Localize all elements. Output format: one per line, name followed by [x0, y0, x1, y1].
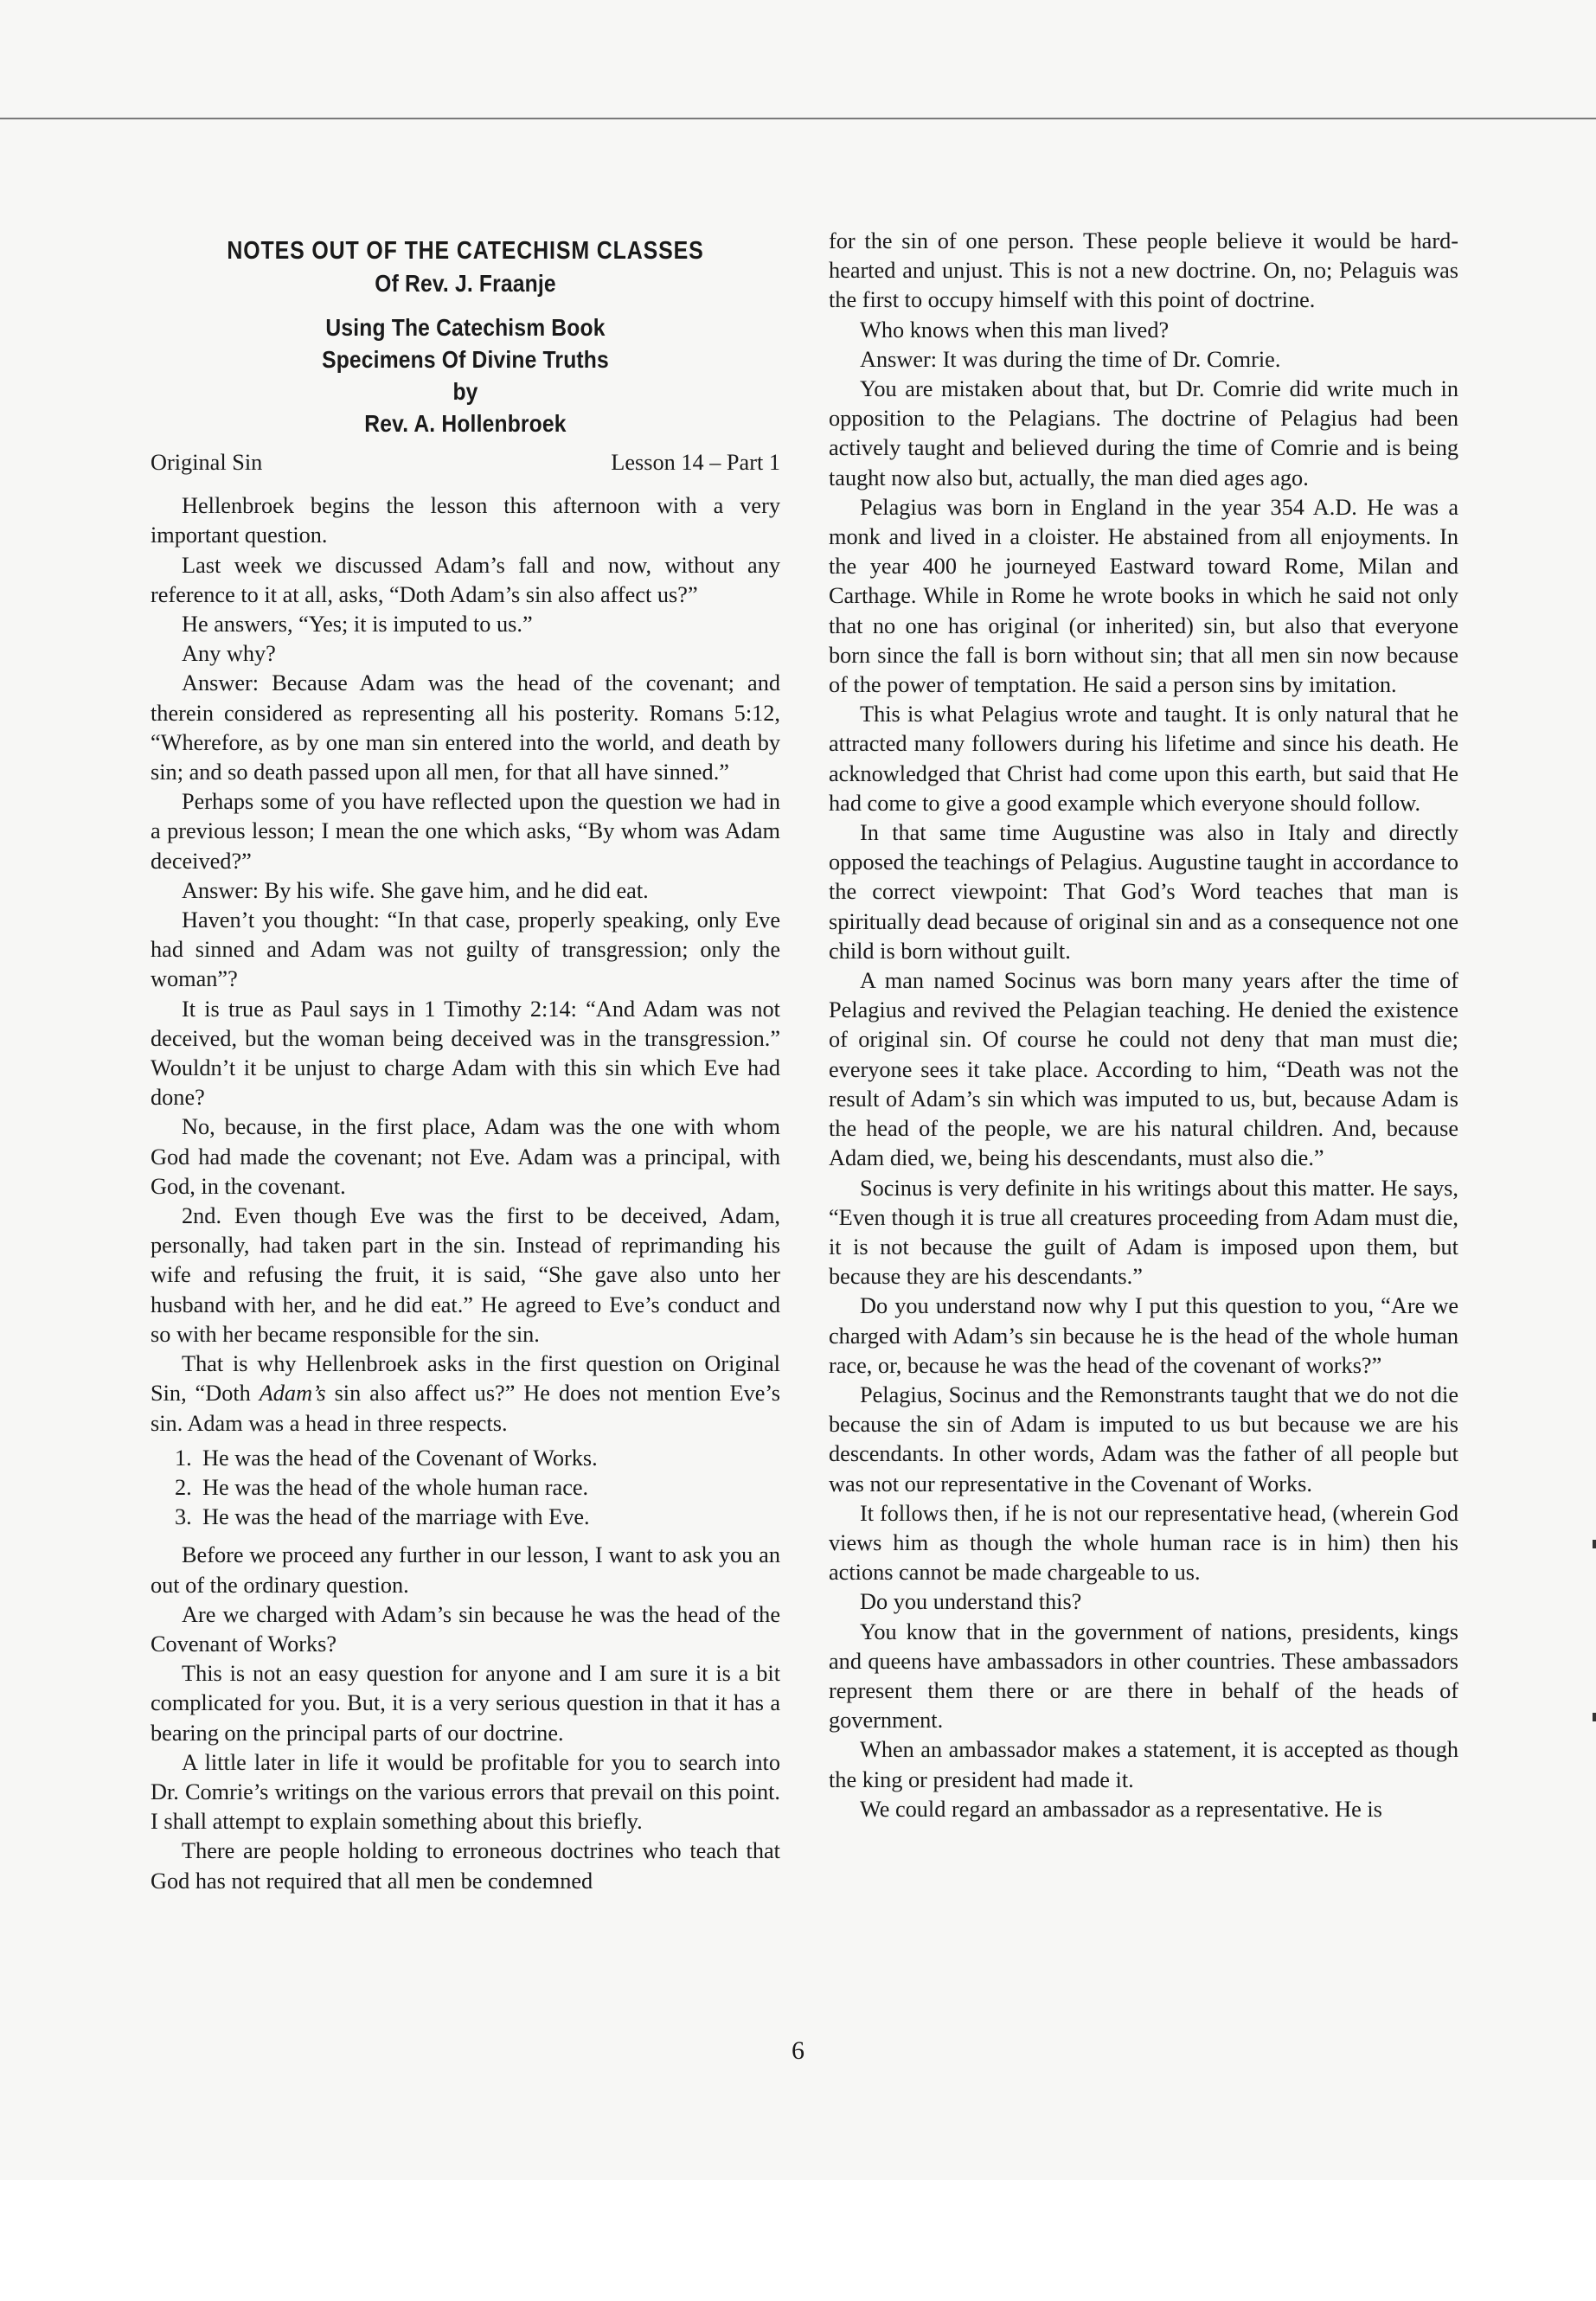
paragraph: Before we proceed any further in our lesson, I want to ask you an out of the ordinary question. [151, 1542, 780, 1598]
list-item [151, 1444, 780, 1473]
book-author-line: Rev. A. Hollenbroek [364, 410, 567, 437]
list-text: He was the head of the marriage with Eve. [202, 1504, 590, 1530]
paragraph: It follows then, if he is not our representative head, (wherein God views him as though the whole human race is in him) then his actions cannot be made chargeable to us. [829, 1500, 1458, 1586]
lesson-row [151, 448, 780, 478]
paragraph: When an ambassador makes a statement, it is accepted as though the king or president had made it. [829, 1737, 1458, 1792]
paragraph: Any why? [182, 641, 276, 667]
paragraph: You are mistaken about that, but Dr. Comrie did write much in opposition to the Pelagians. The doctrine of Pelagius had been actively taught and believed during the time of Comrie and is being taught now also but, actually, the man died ages ago. [829, 376, 1458, 490]
paragraph: Do you understand this? [860, 1589, 1082, 1615]
paragraph: We could regard an ambassador as a representative. He is [860, 1796, 1382, 1822]
left-column [151, 227, 780, 1896]
paragraph: Hellenbroek begins the lesson this afternoon with a very important question. [151, 493, 780, 548]
paragraph-continuation: for the sin of one person. These people believe it would be hard-hearted and unjust. This is not a new doctrine. On, no; Pelaguis was the first to occupy himself with this point of doctrine. [829, 228, 1458, 313]
paragraph: He answers, “Yes; it is imputed to us.” [182, 612, 533, 638]
lesson-number: Lesson 14 – Part 1 [611, 450, 780, 475]
paragraph: This is what Pelagius wrote and taught. It is only natural that he attracted many followers during his lifetime and since his death. He acknowledged that Christ had come upon this earth, but said that He had come to give a good example which everyone should follow. [829, 702, 1458, 816]
author-line: Of Rev. J. Fraanje [375, 270, 556, 297]
list-number: 3. [175, 1504, 192, 1530]
paragraph: Pelagius, Socinus and the Remonstrants taught that we do not die because the sin of Adam is imputed to us but because we are his descendants. In other words, Adam was the father of all people but was not our representative in the Covenant of Works. [829, 1381, 1458, 1497]
head-list [151, 1444, 780, 1533]
using-line: Using The Catechism Book [325, 314, 606, 341]
paragraph: There are people holding to erroneous doctrines who teach that God has not required that all men be condemned [151, 1838, 780, 1894]
article-title: NOTES OUT OF THE CATECHISM CLASSES [227, 237, 704, 265]
paragraph: Pelagius was born in England in the year 354 A.D. He was a monk and lived in a cloister. He abstained from all enjoyments. In the year 400 he journeyed Eastward toward Rome, Milan and Carthage. While in Rome he wrote books in which he said not only that no one has original (or inherited) sin, but also that everyone born since the fall is born without sin; that all men sin now because of the power of temptation. He said a person sins by imitation. [829, 494, 1458, 698]
paragraph-italic: Adam’s [259, 1381, 326, 1407]
list-number: 1. [175, 1445, 192, 1471]
scan-edge-marks [1591, 1540, 1596, 1765]
paragraph: Perhaps some of you have reflected upon the question we had in a previous lesson; I mean the one which asks, “By whom was Adam deceived?” [151, 789, 780, 874]
right-column [829, 227, 1458, 1824]
paragraph: A man named Socinus was born many years after the time of Pelagius and revived the Pelagian teaching. He denied the existence of original sin. Of course he could not deny that man must die; everyone sees it take place. According to him, “Death was not the result of Adam’s sin which was imputed to us, but, because Adam is the head of the people, we are his natural children. And, because Adam died, we, being his descendants, must also die.” [829, 968, 1458, 1171]
paragraph [151, 1349, 780, 1439]
paragraph: You know that in the government of nations, presidents, kings and queens have ambassadors in other countries. These ambassadors represent them there or are there in behalf of the heads of government. [829, 1618, 1458, 1734]
lesson-topic: Original Sin [151, 450, 263, 475]
paragraph-text-end: sin also affect us?” He does not mention Eve’s sin. Adam was a head in three respects. [151, 1381, 780, 1436]
paragraph: It is true as Paul says in 1 Timothy 2:14: “And Adam was not deceived, but the woman being deceived was in the transgression.” Wouldn’t it be unjust to charge Adam with this sin which Eve had done? [151, 996, 780, 1111]
paragraph: Are we charged with Adam’s sin because he was the head of the Covenant of Works? [151, 1601, 780, 1657]
by-line: by [452, 378, 478, 405]
list-text: He was the head of the Covenant of Works. [202, 1445, 598, 1471]
book-title-line: Specimens Of Divine Truths [322, 346, 609, 373]
paragraph: Answer: By his wife. She gave him, and he did eat. [182, 877, 649, 903]
scan-edge-line [0, 118, 1596, 119]
page-number: 6 [792, 2036, 804, 2065]
paragraph: A little later in life it would be profitable for you to search into Dr. Comrie’s writings on the various errors that prevail on this point. I shall attempt to explain something about this briefly. [151, 1749, 780, 1835]
paragraph: Haven’t you thought: “In that case, properly speaking, only Eve had sinned and Adam was not guilty of transgression; only the woman”? [151, 907, 780, 992]
paragraph-text-start: That is why Hellenbroek asks in the first question on Original Sin, “Doth [151, 1351, 780, 1407]
list-item [151, 1473, 780, 1503]
paragraph: This is not an easy question for anyone and I am sure it is a bit complicated for you. But, it is a very serious question in that it has a bearing on the principal parts of our doctrine. [151, 1661, 780, 1746]
paragraph: Last week we discussed Adam’s fall and now, without any reference to it at all, asks, “Doth Adam’s sin also affect us?” [151, 552, 780, 607]
paragraph: No, because, in the first place, Adam was the one with whom God had made the covenant; not Eve. Adam was a principal, with God, in the covenant. [151, 1114, 780, 1199]
list-number: 2. [175, 1474, 192, 1500]
paragraph: Do you understand now why I put this question to you, “Are we charged with Adam’s sin because he is the head of the whole human race, or, because he was the head of the covenant of works?” [829, 1293, 1458, 1378]
paragraph: In that same time Augustine was also in Italy and directly opposed the teachings of Pelagius. Augustine taught in accordance to the correct viewpoint: That God’s Word teaches that man is spiritually dead because of original sin and as a consequence not one child is born without guilt. [829, 820, 1458, 964]
paragraph: Answer: Because Adam was the head of the covenant; and therein considered as representing all his posterity. Romans 5:12, “Wherefore, as by one man sin entered into the world, and death by sin; and so death passed upon all men, for that all have sinned.” [151, 670, 780, 785]
scan-bottom-margin [0, 2180, 1596, 2301]
paragraph: Answer: It was during the time of Dr. Comrie. [860, 346, 1281, 372]
paragraph: Socinus is very definite in his writings about this matter. He says, “Even though it is true all creatures proceeding from Adam must die, it is not because the guilt of Adam is imposed upon them, but because they are his descendants.” [829, 1175, 1458, 1290]
list-text: He was the head of the whole human race. [202, 1474, 589, 1500]
paragraph: Who knows when this man lived? [860, 317, 1170, 343]
article-header [151, 235, 780, 439]
paragraph: 2nd. Even though Eve was the first to be deceived, Adam, personally, had taken part in the sin. Instead of reprimanding his wife and refusing the fruit, it is said, “She gave also unto her husband with her, and he did eat.” He agreed to Eve’s conduct and so with her became responsible for the sin. [151, 1203, 780, 1347]
list-item [151, 1503, 780, 1532]
